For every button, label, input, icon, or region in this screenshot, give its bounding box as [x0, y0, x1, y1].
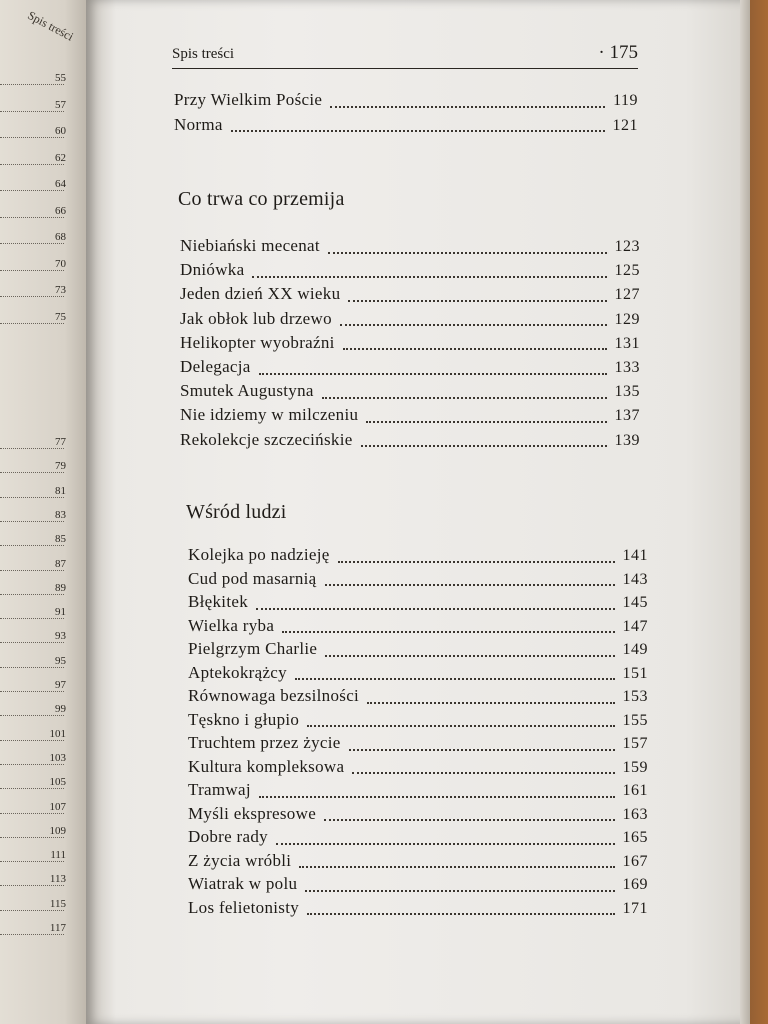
toc-entry-title: Rekolekcje szczecińskie [180, 429, 353, 449]
dot-leader [328, 251, 607, 254]
left-page-number: 75 [55, 310, 66, 323]
running-head [172, 42, 638, 69]
dot-leader [259, 795, 615, 798]
toc-entry [188, 545, 648, 569]
toc-entry-title: Myśli ekspresowe [188, 803, 317, 823]
toc-entry-title: Wielka ryba [188, 615, 275, 635]
left-page-number: 57 [55, 98, 66, 111]
left-page-row [0, 98, 92, 117]
left-page-row [0, 630, 92, 648]
toc-entry [188, 639, 648, 663]
dot-leader [295, 677, 615, 680]
toc-entry-title: Niebiański mecenat [180, 236, 320, 255]
toc-entry-page-number: 137 [614, 407, 640, 425]
toc-entry-title: Jeden dzień XX wieku [180, 284, 341, 304]
toc-entry [180, 260, 640, 284]
left-page-row [0, 151, 92, 170]
toc-entry-title: Równowaga bezsilności [188, 686, 360, 705]
left-page-number: 87 [55, 557, 66, 570]
toc-entry-page-number: 157 [622, 735, 648, 752]
toc-entry-page-number: 133 [614, 359, 640, 376]
left-page-number: 97 [55, 679, 66, 691]
dot-leader [366, 420, 606, 423]
left-page-number: 55 [55, 72, 66, 84]
toc-entry [180, 405, 640, 429]
left-page-row [0, 776, 92, 794]
left-page-number: 117 [49, 922, 66, 934]
running-head-page-number: · 175 [598, 42, 638, 63]
toc-entry [180, 381, 640, 405]
dot-leader [256, 607, 615, 610]
toc-entry-title: Helikopter wyobraźni [180, 332, 335, 352]
toc-entry [180, 309, 640, 333]
dot-leader [349, 748, 615, 751]
left-page-row [0, 654, 92, 673]
toc-entry-page-number: 169 [622, 876, 648, 893]
left-page-row [0, 533, 92, 551]
left-page-number: 91 [55, 606, 66, 619]
toc-entry-title: Przy Wielkim Poście [174, 90, 323, 109]
toc-entry [188, 757, 648, 781]
dot-leader [231, 129, 605, 132]
toc-entry [188, 569, 648, 593]
left-page-number: 101 [49, 727, 66, 740]
left-page-row [0, 922, 92, 940]
toc-entry-title: Jak obłok lub drzewo [180, 308, 332, 328]
left-page-row [0, 679, 92, 697]
left-page-row [0, 72, 92, 90]
left-page-number: 73 [55, 284, 66, 296]
dot-leader [361, 444, 607, 447]
dot-leader [259, 372, 607, 375]
left-page-number: 66 [55, 204, 66, 217]
toc-entry [188, 592, 648, 616]
dot-leader [338, 560, 615, 563]
left-page-number: 68 [55, 231, 66, 243]
toc-entry-page-number: 143 [622, 570, 648, 588]
left-page-number: 60 [55, 125, 66, 137]
toc-entry-title: Truchtem przez życie [188, 733, 341, 752]
left-page-row [0, 204, 92, 223]
dot-leader [325, 583, 615, 586]
dot-leader [299, 865, 614, 868]
toc-entry [180, 284, 640, 308]
dot-leader [348, 299, 606, 302]
dot-leader [325, 654, 614, 657]
toc-entry-page-number: 165 [622, 829, 648, 846]
section-title: Co trwa co przemija [178, 188, 345, 210]
left-page-number: 113 [49, 873, 66, 886]
left-page-row [0, 800, 92, 819]
dot-leader [307, 724, 614, 727]
dot-leader [307, 912, 614, 915]
dot-leader [340, 323, 607, 326]
left-page-number: 79 [55, 460, 66, 473]
toc-entry-page-number: 147 [622, 617, 648, 635]
toc-entry-title: Kultura kompleksowa [188, 756, 345, 776]
left-page-row [0, 178, 92, 196]
left-page-row [0, 751, 92, 770]
toc-entry-page-number: 129 [614, 310, 640, 328]
left-page-number: 111 [50, 849, 66, 862]
dot-leader [352, 771, 614, 774]
left-page-row [0, 873, 92, 891]
left-page-row [0, 581, 92, 600]
toc-entry-title: Delegacja [180, 357, 251, 376]
toc-entry-page-number: 125 [614, 262, 640, 280]
left-page-row [0, 824, 92, 843]
toc-entry-page-number: 123 [614, 238, 640, 255]
left-page-number: 85 [55, 533, 66, 546]
toc-entry-page-number: 155 [622, 711, 648, 729]
toc-entry [188, 663, 648, 687]
toc-entry-title: Dobre rady [188, 827, 268, 846]
toc-entry [188, 780, 648, 804]
toc-entry-page-number: 151 [622, 664, 648, 682]
left-page-row [0, 508, 92, 527]
toc-entry [188, 804, 648, 828]
dot-leader [282, 630, 614, 633]
left-page-number: 89 [55, 581, 66, 594]
toc-entry-title: Norma [174, 114, 223, 134]
left-page-row [0, 484, 92, 503]
toc-entry-page-number: 127 [614, 286, 640, 304]
toc-entry-page-number: 135 [614, 383, 640, 401]
left-page-number: 109 [49, 824, 66, 837]
toc-entry [188, 827, 648, 851]
toc-entry-page-number: 167 [622, 852, 648, 870]
left-page-number: 107 [49, 800, 66, 813]
toc-entry-title: Nie idziemy w milczeniu [180, 405, 359, 425]
running-head-title: Spis treści [172, 46, 235, 62]
left-page-number: 70 [55, 257, 66, 270]
left-page-row [0, 557, 92, 576]
left-page-number: 103 [49, 751, 66, 764]
left-page [0, 0, 92, 1024]
left-page-row [0, 310, 92, 329]
toc-entry [174, 90, 638, 114]
toc-entry [188, 851, 648, 875]
toc-entry [180, 236, 640, 260]
toc-entry [174, 115, 638, 139]
dot-leader [322, 396, 607, 399]
toc-entry [188, 616, 648, 640]
page-edge [740, 0, 750, 1024]
dot-leader [276, 842, 615, 845]
dot-leader [343, 347, 607, 350]
left-page-number: 64 [55, 178, 66, 190]
toc-entry-page-number: 171 [622, 899, 648, 917]
left-page-row [0, 460, 92, 478]
left-page-row [0, 849, 92, 867]
section-title: Wśród ludzi [186, 501, 287, 523]
left-page-number: 93 [55, 630, 66, 643]
toc-entry-page-number: 149 [622, 641, 648, 658]
toc-entry-page-number: 161 [622, 782, 648, 799]
toc-entry-page-number: 141 [622, 547, 648, 564]
left-page-row [0, 284, 92, 302]
left-page-row [0, 727, 92, 746]
left-page-number: 99 [55, 703, 66, 716]
left-page-number: 83 [55, 508, 66, 521]
toc-entry-title: Tramwaj [188, 780, 251, 799]
dot-leader [252, 275, 606, 278]
toc-entry-title: Błękitek [188, 592, 248, 611]
dot-leader [324, 818, 614, 821]
left-page-number: 81 [55, 484, 66, 497]
toc-entry-page-number: 139 [614, 431, 640, 449]
toc-entry [188, 710, 648, 734]
toc-entry-page-number: 153 [622, 688, 648, 705]
toc-entry-title: Cud pod masarnią [188, 568, 317, 588]
toc-entry-title: Kolejka po nadzieję [188, 545, 330, 564]
left-page-header: Spis treści [25, 8, 76, 44]
left-page-number: 62 [55, 151, 66, 164]
toc-entry-title: Los felietonisty [188, 897, 300, 917]
left-page-row [0, 436, 92, 454]
toc-entry-page-number: 159 [622, 758, 648, 776]
dot-leader [305, 889, 614, 892]
toc-entry-title: Pielgrzym Charlie [188, 639, 318, 658]
left-page-row [0, 257, 92, 276]
toc-entry [188, 686, 648, 710]
dot-leader [330, 105, 605, 108]
left-page-row [0, 125, 92, 143]
left-page-row [0, 606, 92, 624]
left-page-number: 105 [49, 776, 66, 789]
left-page-number: 95 [55, 654, 66, 667]
toc-entry [188, 874, 648, 898]
left-page-row [0, 897, 92, 916]
toc-entry-page-number: 119 [613, 92, 638, 109]
toc-entry-title: Tęskno i głupio [188, 709, 300, 729]
toc-entry-page-number: 163 [622, 805, 648, 823]
left-page-row [0, 703, 92, 721]
toc-entry-title: Smutek Augustyna [180, 381, 314, 401]
toc-entry [180, 333, 640, 357]
toc-entry-page-number: 145 [622, 594, 648, 611]
left-page-row [0, 231, 92, 249]
toc-entry-page-number: 121 [612, 116, 638, 134]
left-page-number: 115 [49, 897, 66, 910]
toc-entry-page-number: 131 [614, 334, 640, 352]
toc-entry [188, 898, 648, 922]
toc-entry [180, 357, 640, 381]
toc-entry [188, 733, 648, 757]
dot-leader [367, 701, 614, 704]
toc-entry-title: Dniówka [180, 260, 245, 280]
toc-entry-title: Z życia wróbli [188, 850, 292, 870]
left-page-number: 77 [55, 436, 66, 448]
toc-entry-title: Aptekokrążcy [188, 662, 287, 682]
toc-entry [180, 430, 640, 454]
toc-entry-title: Wiatrak w polu [188, 874, 298, 893]
